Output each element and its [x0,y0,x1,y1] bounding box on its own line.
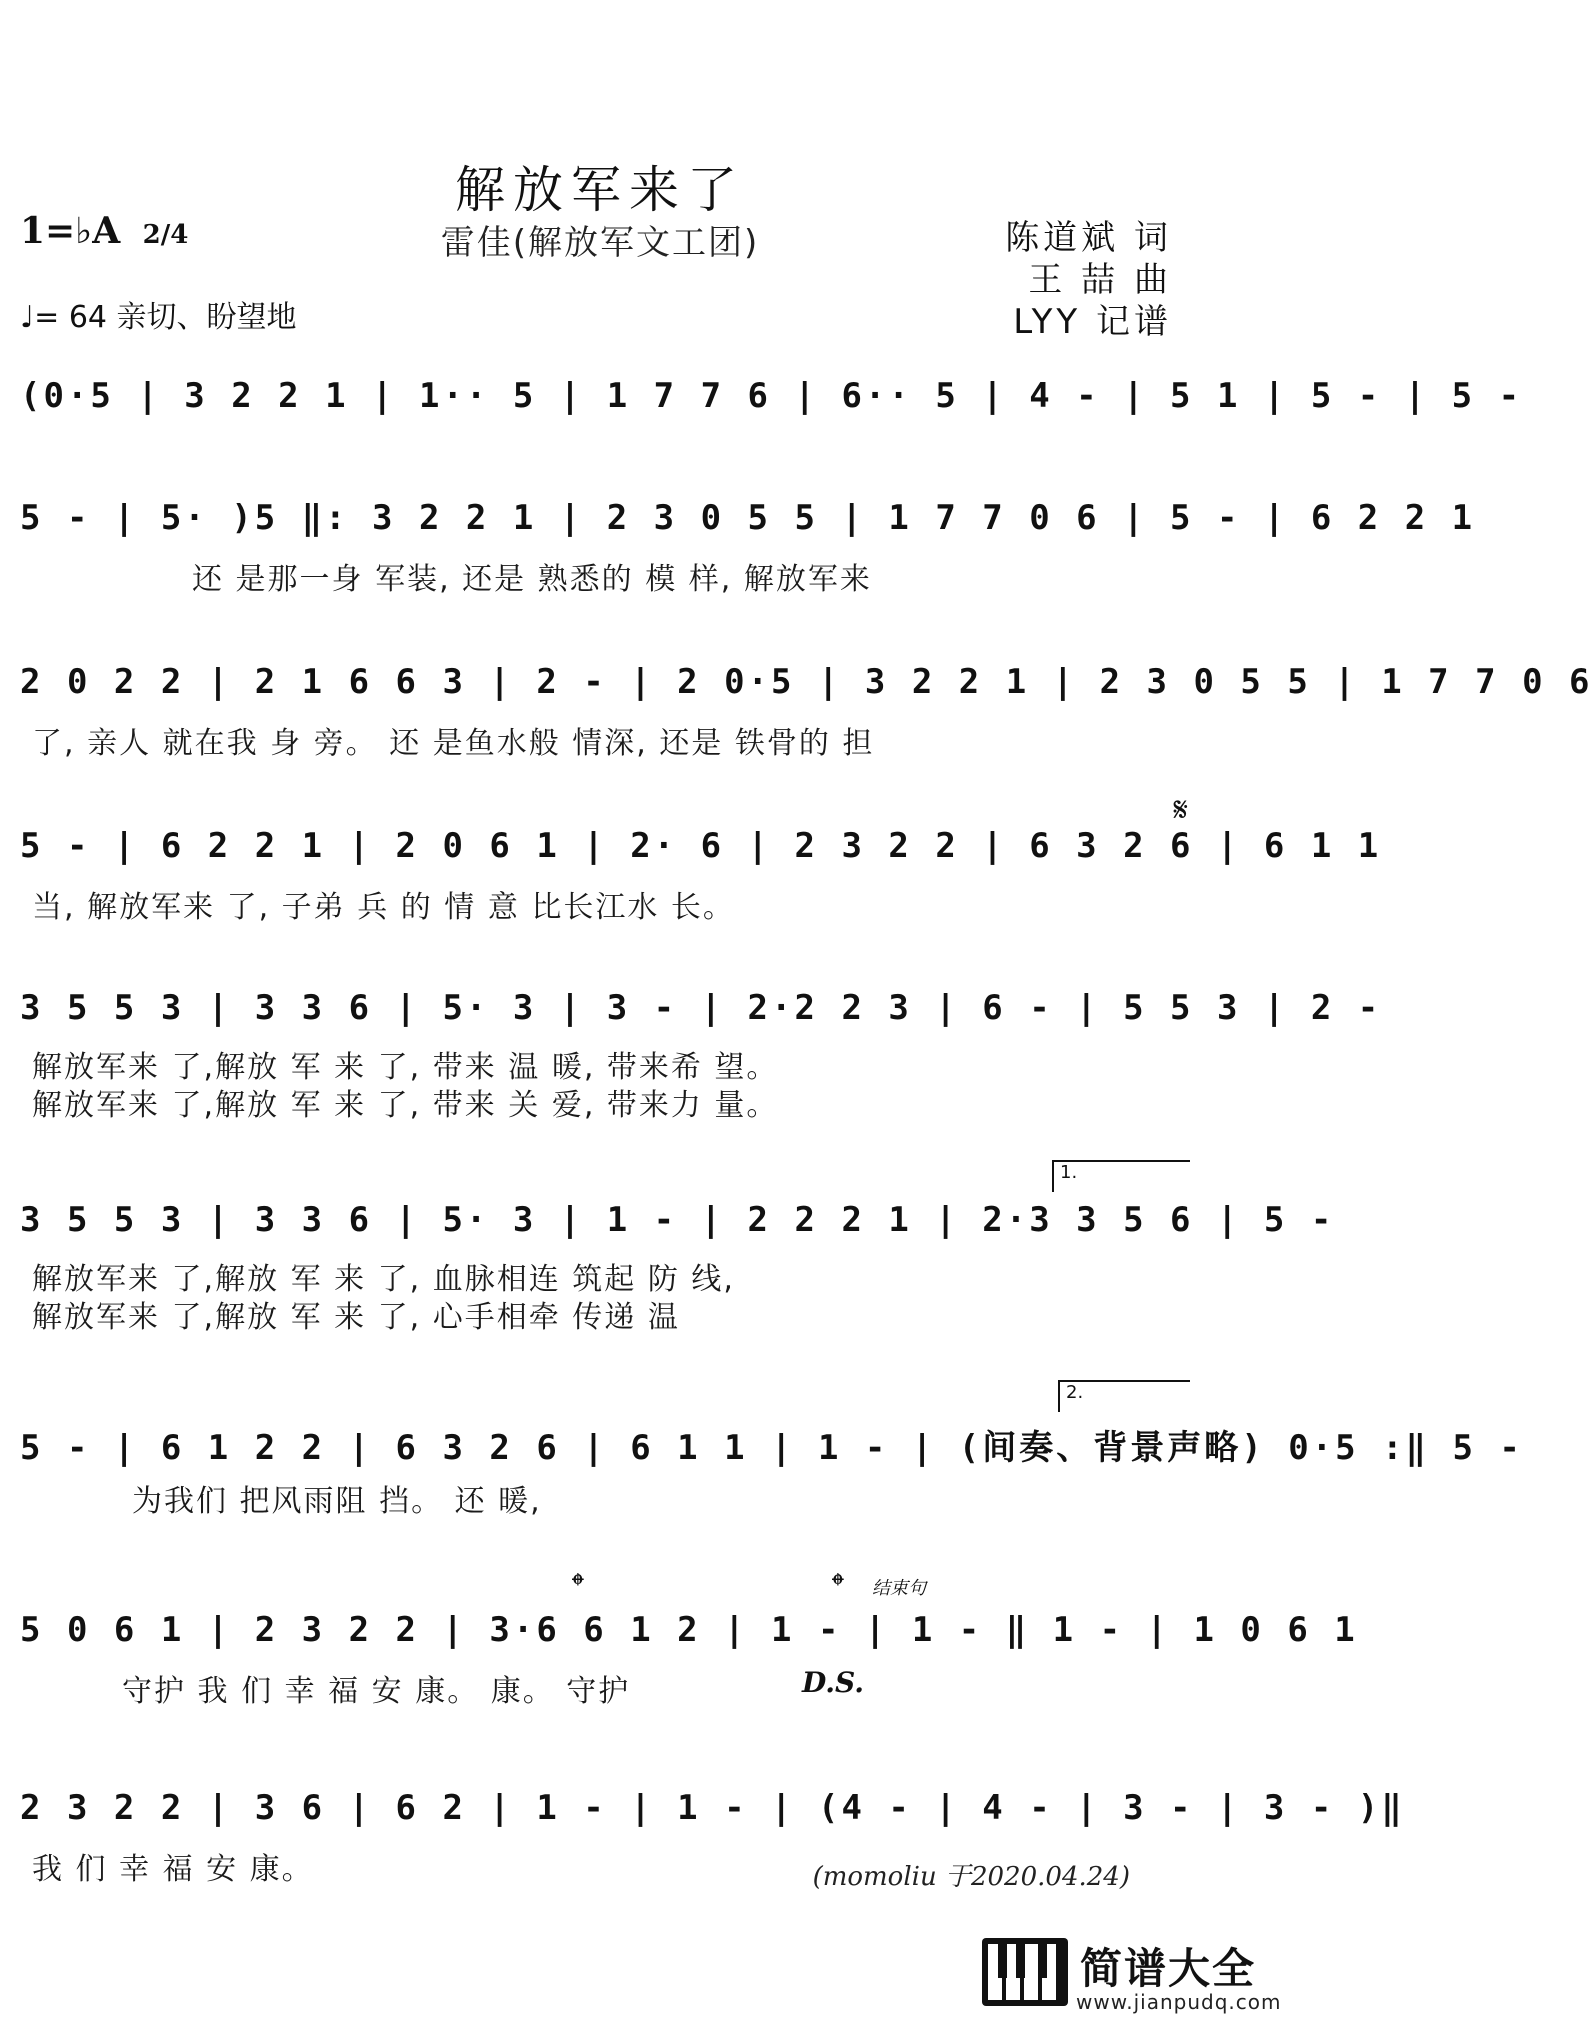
site-url: www.jianpudq.com [1076,1990,1282,2014]
lyricist-credit: 陈道斌 词 [1005,218,1172,258]
transcription-signature: (momoliu 于2020.04.24) [812,1862,1130,1892]
lyric-line-verse-2: 解放军来 了,解放 军 来 了, 带来 关 爱, 带来力 量。 [32,1088,779,1123]
lyric-line: 我 们 幸 福 安 康。 [32,1852,314,1887]
time-signature: 2/4 [142,220,189,250]
site-name: 简谱大全 [1080,1944,1257,1993]
notation-line: 5 - | 6 1 2 2 | 6 3 2 6 | 6 1 1 | 1 - | (间奏、背景声略) 0·5 :‖ 5 - [20,1428,1523,1468]
score-system-1 [12,376,1523,446]
piano-keys-icon [980,1934,1072,2010]
transcriber-credit: LYY 记谱 [1013,302,1172,342]
notation-line: 5 - | 5· )5 ‖: 3 2 2 1 | 2 3 0 5 5 | 1 7 7 0 6 | 5 - | 6 2 2 1 [20,498,1476,538]
lyric-line: 了, 亲人 就在我 身 旁。 还 是鱼水般 情深, 还是 铁骨的 担 [32,726,875,761]
notation-line: 3 5 5 3 | 3 3 6 | 5· 3 | 1 - | 2 2 2 1 | 2·3 3 5 6 | 5 - [20,1200,1335,1240]
ending-phrase-label: 结束句 [872,1578,926,1599]
segno-sign: 𝄋 [1173,790,1188,830]
song-title: 解放军来了 [455,161,745,219]
volta-first-ending: 1. [1052,1160,1190,1192]
performer-subtitle: 雷佳(解放军文工团) [440,223,760,263]
volta-second-ending: 2. [1058,1380,1190,1412]
score-system-3 [12,662,1592,772]
score-system-6 [12,1162,1335,1340]
lyric-line: 当, 解放军来 了, 子弟 兵 的 情 意 比长江水 长。 [32,890,735,925]
notation-line: 2 0 2 2 | 2 1 6 6 3 | 2 - | 2 0·5 | 3 2 2 1 | 2 3 0 5 5 | 1 7 7 0 6 [20,662,1592,702]
tempo-marking: ♩= 64 亲切、盼望地 [20,300,297,335]
coda-sign: 𝄌 [572,1566,584,1606]
score-system-7 [12,1382,1523,1530]
lyric-line: 守护 我 们 幸 福 安 康。 康。 守护 [122,1674,631,1709]
dal-segno-marking: D.S. [802,1666,865,1699]
lyric-line: 为我们 把风雨阻 挡。 还 暖, [132,1484,542,1519]
notation-line: 5 - | 6 2 2 1 | 2 0 6 1 | 2· 6 | 2 3 2 2 | 6 3 2 6 | 6 1 1 [20,826,1382,866]
lyric-line-verse-1: 解放军来 了,解放 军 来 了, 血脉相连 筑起 防 线, [32,1262,735,1297]
notation-line: 2 3 2 2 | 3 6 | 6 2 | 1 - | 1 - | (4 - | 4 - | 3 - | 3 - )‖ [20,1788,1405,1828]
notation-line: 3 5 5 3 | 3 3 6 | 5· 3 | 3 - | 2·2 2 3 | 6 - | 5 5 3 | 2 - [20,988,1382,1028]
composer-credit: 王 喆 曲 [1028,260,1172,300]
score-system-8 [12,1566,1358,1720]
score-system-4 [12,790,1382,936]
score-system-2 [12,498,1476,608]
lyric-line: 还 是那一身 军装, 还是 熟悉的 模 样, 解放军来 [192,562,872,597]
lyric-line-verse-1: 解放军来 了,解放 军 来 了, 带来 温 暖, 带来希 望。 [32,1050,779,1085]
score-system-5 [12,988,1382,1128]
lyric-line-verse-2: 解放军来 了,解放 军 来 了, 心手相牵 传递 温 [32,1300,680,1335]
notation-line: (0·5 | 3 2 2 1 | 1·· 5 | 1 7 7 6 | 6·· 5 | 4 - | 5 1 | 5 - | 5 - [20,376,1523,416]
key-signature [20,210,188,252]
notation-line: 5 0 6 1 | 2 3 2 2 | 3·6 6 1 2 | 1 - | 1 - ‖ 1 - | 1 0 6 1 [20,1610,1358,1650]
coda-sign-ending: 𝄌 [832,1566,844,1606]
key-label: 1=♭A [20,210,121,252]
